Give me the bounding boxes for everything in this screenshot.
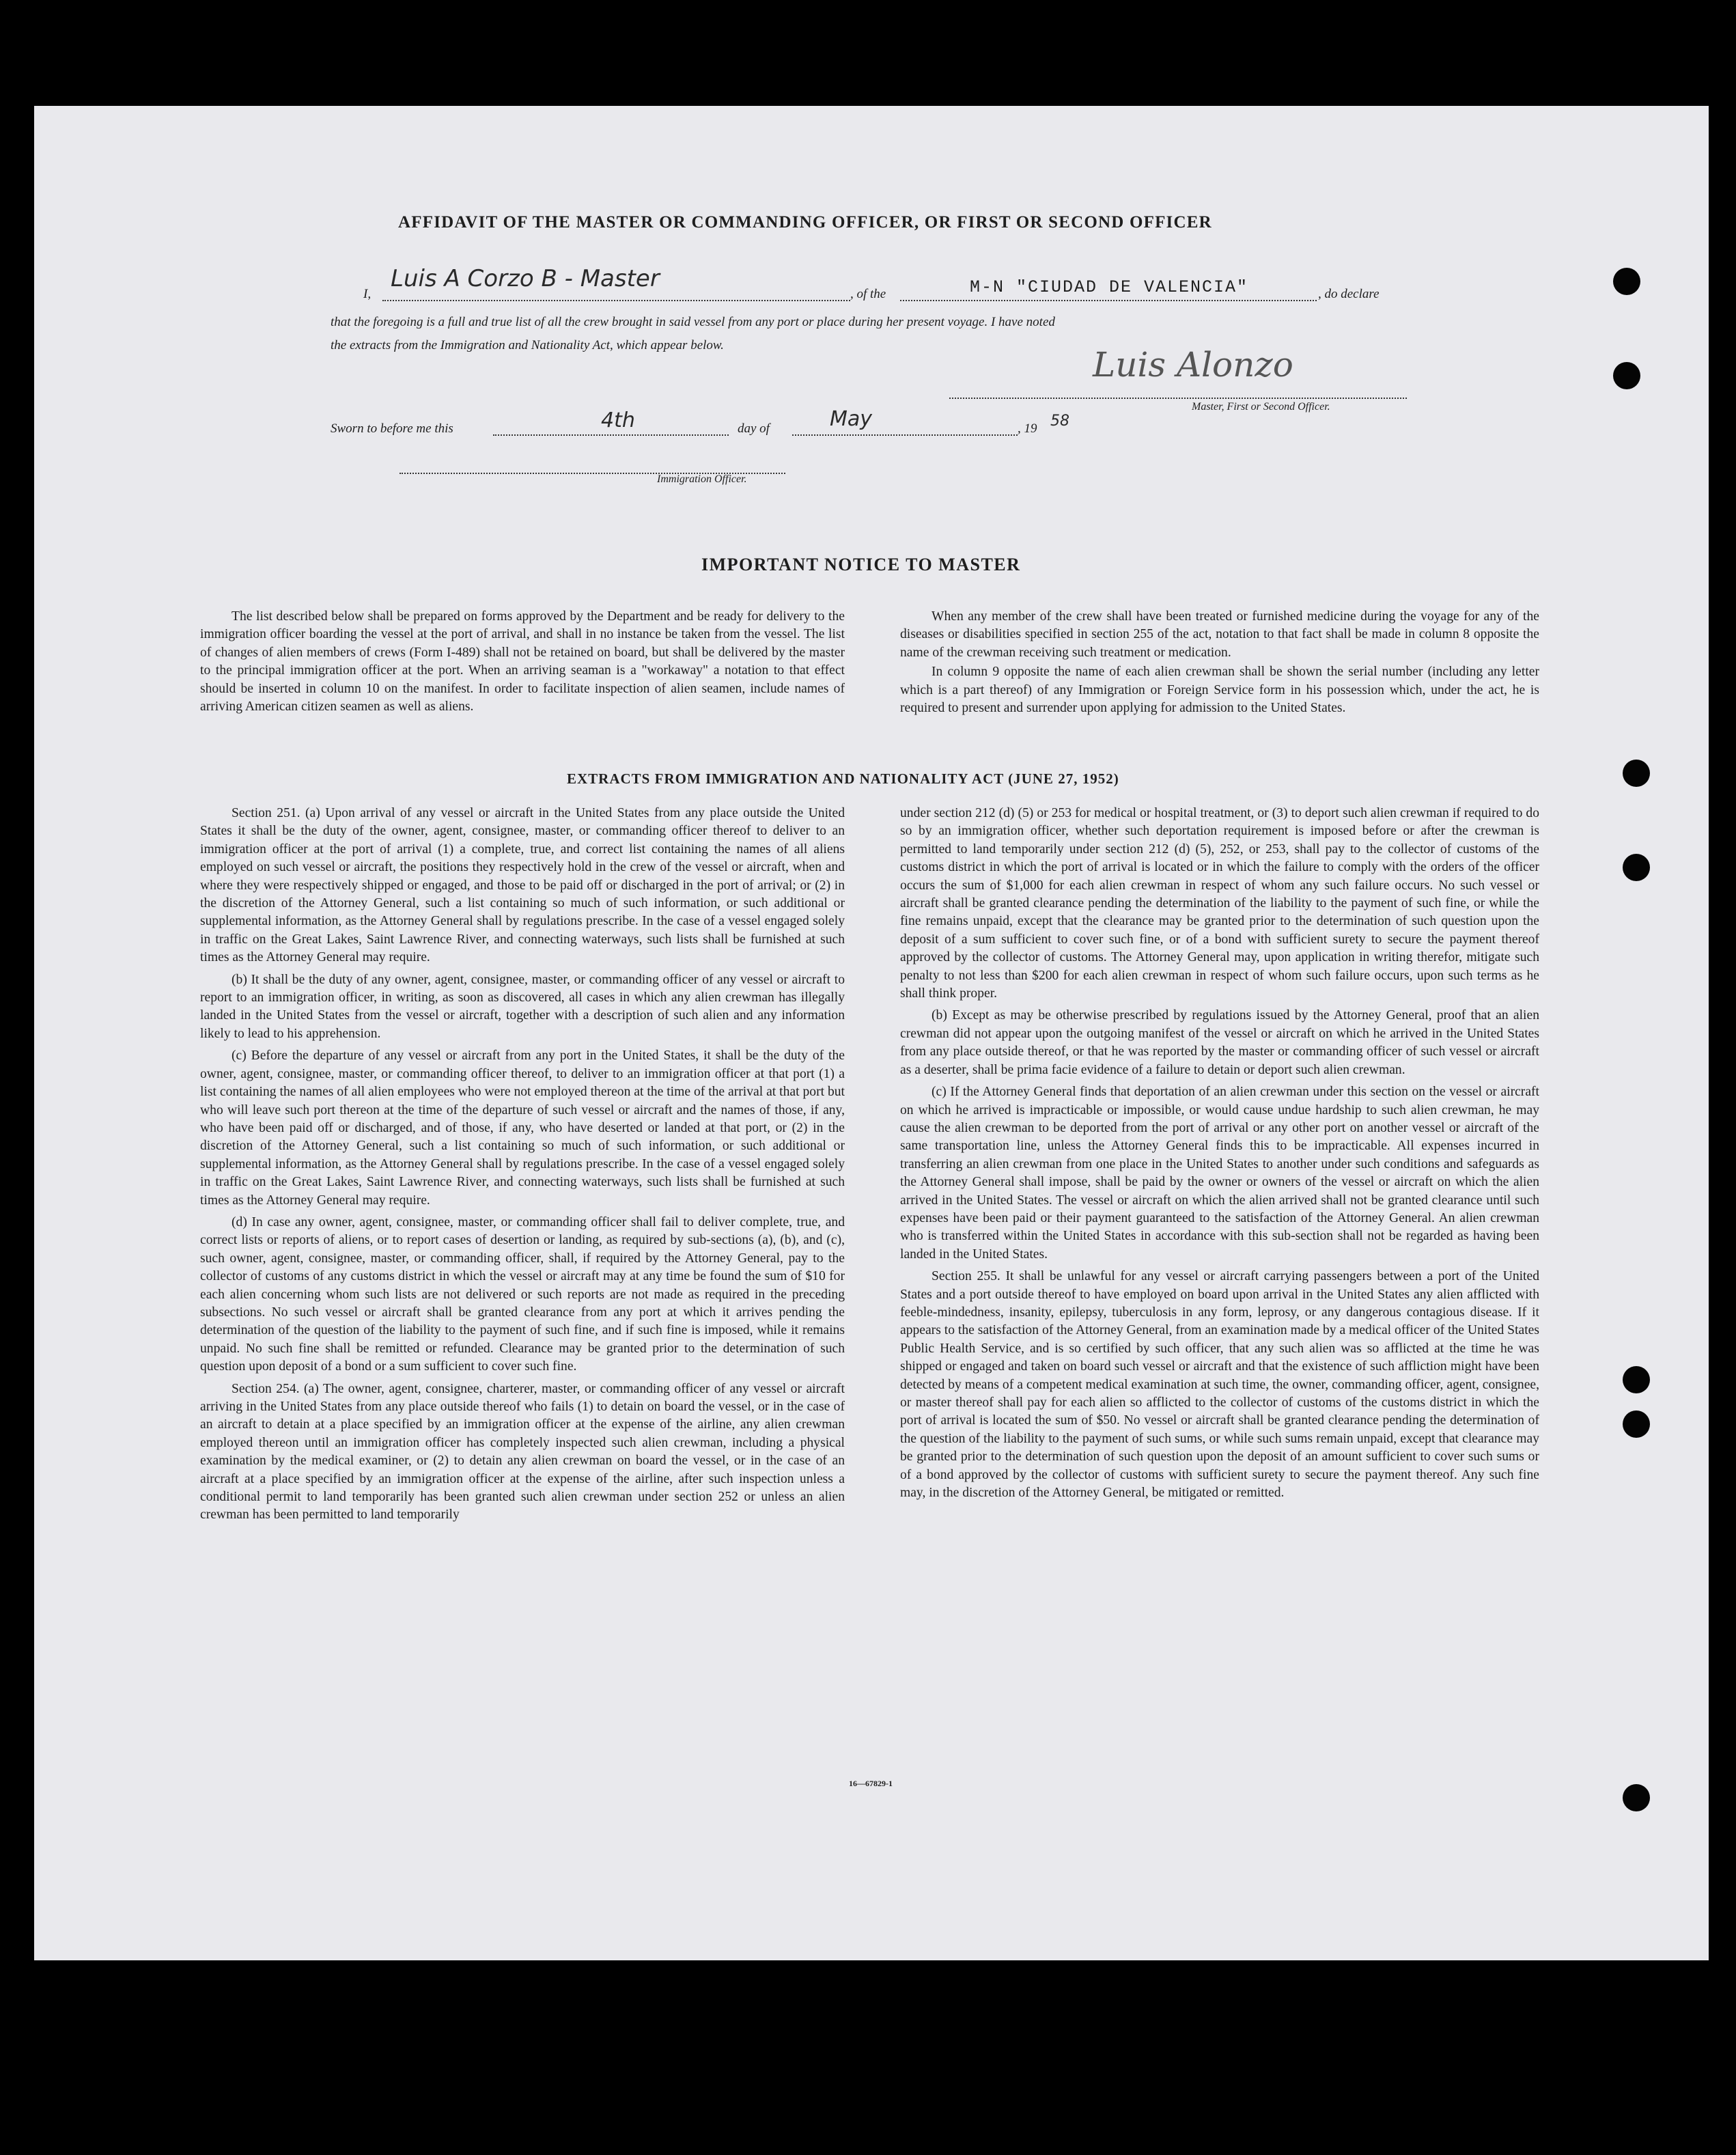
day-of-label: day of [738,421,770,436]
punch-hole [1623,760,1650,787]
signature-line [949,396,1407,399]
section-254-b: (b) Except as may be otherwise prescribed by regulations issued by the Attorney General, proof that an alien crewman did not appear upon the outgoing manifest of the vessel or aircraft on which he arrived in the United States from any place outside thereof, or that he was reported by the master or commanding officer of such vessel or aircraft as a deserter, shall be prima facie evidence of a failure to detain or deport such alien crewman. [900,1008,1539,1077]
notice-right-paragraph-1: When any member of the crew shall have been treated or furnished medicine during the voyage for any of the diseases or disabilities specified in section 255 of the act, notation to that fact shall be made in column 8 opposite the name of the crewman receiving such treatment or medication. [900,609,1539,660]
year-prefix-label: , 19 [1018,421,1037,436]
punch-hole [1623,1410,1650,1438]
day-line [493,433,729,436]
notice-left-column [200,608,845,720]
vessel-line [900,298,1317,301]
notice-title: IMPORTANT NOTICE TO MASTER [701,555,1021,574]
extracts-right-column [900,805,1539,1506]
section-255: Section 255. It shall be unlawful for any vessel or aircraft carrying passengers between a port of the United States and a port outside thereof to have employed on board upon arrival in the United States any alien afflicted with feeble-mindedness, insanity, epilepsy, tuberculosis in any form, leprosy, or any dangerous contagious disease. If it appears to the satisfaction of the Attorney General, from an examination made by a medical officer of the United States Public Health Service, and is so certified by such officer, that any such alien was so afflicted at the time he was shipped or engaged and taken on board such vessel or aircraft and that the existence of such affliction might have been detected by means of a competent medical examination at such time, the owner, commanding officer, agent, consignee, or master thereof shall pay for each alien so afflicted to the collector of customs of the customs district in which the port of arrival is located the sum of $50. No vessel or aircraft shall be granted clearance pending the determination of the question of the liability to the payment of such sums, or while such sums remain unpaid, except that clearance may be granted prior to the determination of such question upon the deposit of an amount sufficient to cover such sums or of a bond approved by the collector of customs with sufficient surety to secure the payment thereof. Any such fine may, in the discretion of the Attorney General, be mitigated or remitted. [900,1269,1539,1501]
punch-hole [1613,268,1640,295]
affidavit-title: AFFIDAVIT OF THE MASTER OR COMMANDING OFFICER, OR FIRST OR SECOND OFFICER [398,213,1212,232]
punch-hole [1623,1366,1650,1393]
extracts-title: EXTRACTS FROM IMMIGRATION AND NATIONALITY ACT (JUNE 27, 1952) [567,770,1119,787]
master-signature: Luis Alonzo [1093,345,1293,385]
section-251-a: Section 251. (a) Upon arrival of any vessel or aircraft in the United States from any place outside the United States it shall be the duty of the owner, agent, consignee, master, or commanding officer thereof to deliver to an immigration officer at the port of arrival (1) a complete, true, and correct list containing the names of all aliens employed on such vessel or aircraft, the positions they respectively hold in the crew of the vessel or aircraft, when and where they were respectively shipped or engaged, and those to be paid off or discharged in the port of arrival; or (2) in the discretion of the Attorney General, such a list containing so much of such information, or such additional or supplemental information, as the Attorney General shall by regulations prescribe. In the case of a vessel engaged solely in traffic on the Great Lakes, Saint Lawrence River, and connecting waterways, such lists shall be furnished at such times as the Attorney General may require. [200,806,845,965]
punch-hole [1613,362,1640,389]
notice-right-column [900,608,1539,721]
section-251-c: (c) Before the departure of any vessel or aircraft from any port in the United States, it shall be the duty of the owner, agent, consignee, master, or commanding officer thereof, to deliver to an immigration officer at that port (1) a list containing the names of all alien employees who were not employed thereon at the time of the arrival at that port but who will leave such port thereon at the time of the departure of such vessel or aircraft and the names of those, if any, who have been paid off or discharged, and of those, if any, who have deserted or landed at that port, or (2) in the discretion of the Attorney General, such a list containing so much of such information, or such additional or supplemental information, as the Attorney General shall by regulations prescribe. In the case of a vessel engaged solely in traffic on the Great Lakes, Saint Lawrence River, and connecting waterways, such lists shall be furnished at such times as the Attorney General may require. [200,1048,845,1208]
of-the-label: , of the [850,287,886,301]
punch-hole [1623,854,1650,881]
vessel-name: M-N "CIUDAD DE VALENCIA" [970,277,1249,297]
declaration-line-2: the extracts from the Immigration and Nationality Act, which appear below. [331,338,724,352]
punch-hole [1623,1784,1650,1811]
section-251-b: (b) It shall be the duty of any owner, agent, consignee, master, or commanding officer of any vessel or aircraft to report to an immigration officer, in writing, as soon as discovered, all cases in which any alien crewman has illegally landed in the United States from the vessel or aircraft, together with a description of such alien and any information likely to lead to his apprehension. [200,972,845,1041]
extracts-left-column [200,805,845,1529]
do-declare-label: , do declare [1318,287,1380,301]
notice-right-paragraph-2: In column 9 opposite the name of each alien crewman shall be shown the serial number (including any letter which is a part thereof) of any Immigration or Foreign Service form in his possession which, under the act, he is required to present and surrender upon applying for admission to the United States. [900,665,1539,716]
name-line [382,298,850,301]
declaration-line-1: that the foregoing is a full and true list of all the crew brought in said vessel from any port or place during her present voyage. I have noted [331,315,1055,329]
notice-left-paragraph: The list described below shall be prepared on forms approved by the Department and be ready for delivery to the immigration officer boarding the vessel at the port of arrival, and shall in no instance be taken from the vessel. The list of changes of alien members of crews (Form I-489) shall not be retained on board, but shall be delivered by the master to the principal immigration officer at the port. When an arriving seaman is a "workaway" a notation to that effect should be inserted in column 10 on the manifest. In order to facilitate inspection of alien seamen, include names of arriving American citizen seamen as well as aliens. [200,609,845,714]
master-name-handwritten: Luis A Corzo B - Master [391,265,660,292]
year-value: 58 [1050,413,1069,430]
section-251-d: (d) In case any owner, agent, consignee, master, or commanding officer shall fail to deliver complete, true, and correct lists or reports of aliens, or to report cases of desertion or landing, as required by sub-sections (a), (b), and (c), such owner, agent, consignee, master, or commanding officer, shall, if required by the Attorney General, pay to the collector of customs of any customs district in which the vessel or aircraft may at any time be found the sum of $10 for each alien concerning whom such lists are not delivered or such reports are not made as required in the preceding subsections. No such vessel or aircraft shall be granted clearance from any port at which it arrives pending the determination of the question of the liability to the payment of such fine, and if such fine is imposed, while it remains unpaid. No such fine shall be remitted or refunded. Clearance may be granted prior to the determination of such question upon deposit of a bond or a sum sufficient to cover such fine. [200,1214,845,1374]
form-number: 16—67829-1 [849,1779,893,1788]
section-254-a-continued: under section 212 (d) (5) or 253 for medical or hospital treatment, or (3) to deport such alien crewman if required to do so by an immigration officer, whether such deportation requirement is imposed before or after the crewman is permitted to land temporarily under section 212 (d) (5), 252, or 253, shall pay to the collector of customs of the customs district in which the port of arrival is located or in which the failure to comply with the orders of the officer occurs the sum of $1,000 for each alien crewman in respect of whom any such failure occurs. No such vessel or aircraft shall be granted clearance pending the determination of the liability to the payment of such fine, or while the fine remains unpaid, except that the clearance may be granted prior to the determination of such question upon the deposit of a sum sufficient to cover such fine, or of a bond with sufficient surety to secure the payment thereof approved by the collector of customs. The Attorney General may, upon application in writing therefor, mitigate such penalty to not less than $200 for each alien crewman in respect of whom such failure occurs, upon such terms as he shall think proper. [900,806,1539,1001]
month-value: May [830,407,873,431]
officer-caption: Immigration Officer. [657,473,747,485]
sworn-label: Sworn to before me this [331,421,453,436]
month-line [792,433,1018,436]
i-label: I, [363,287,372,301]
day-value: 4th [601,408,635,432]
section-254-c: (c) If the Attorney General finds that deportation of an alien crewman under this section on the vessel or aircraft on which he arrived is impracticable or impossible, or would cause undue hardship to such alien crewman, he may cause the alien crewman to be deported from the port of arrival or any other port on another vessel or aircraft of the same transportation line, unless the Attorney General finds this to be impracticable. All expenses incurred in transferring an alien crewman from one place in the United States to another under such conditions and safeguards as the Attorney General shall impose, shall be paid by the owner or owners of the vessel or aircraft on which the alien arrived in the United States. The vessel or aircraft on which the alien arrived shall not be granted clearance until such expenses have been paid or their payment guaranteed to the satisfaction of the Attorney General. An alien crewman who is transferred within the United States in accordance with this sub-section shall not be regarded as having been landed in the United States. [900,1085,1539,1262]
master-caption: Master, First or Second Officer. [1192,401,1330,413]
section-254-a: Section 254. (a) The owner, agent, consignee, charterer, master, or commanding officer of any vessel or aircraft arriving in the United States from any place outside thereof who fails (1) to detain on board the vessel, or in the case of an aircraft to detain at a place specified by an immigration officer at the expense of the airline, any alien crewman employed thereon until an immigration officer has completely inspected such alien crewman, including a physical examination by the medical examiner, or (2) to detain any alien crewman on board the vessel, or in the case of an aircraft at a place specified by an immigration officer at the expense of the airline, after such inspection unless a conditional permit to land temporarily has been granted such alien crewman under section 252 or unless an alien crewman has been permitted to land temporarily [200,1381,845,1523]
